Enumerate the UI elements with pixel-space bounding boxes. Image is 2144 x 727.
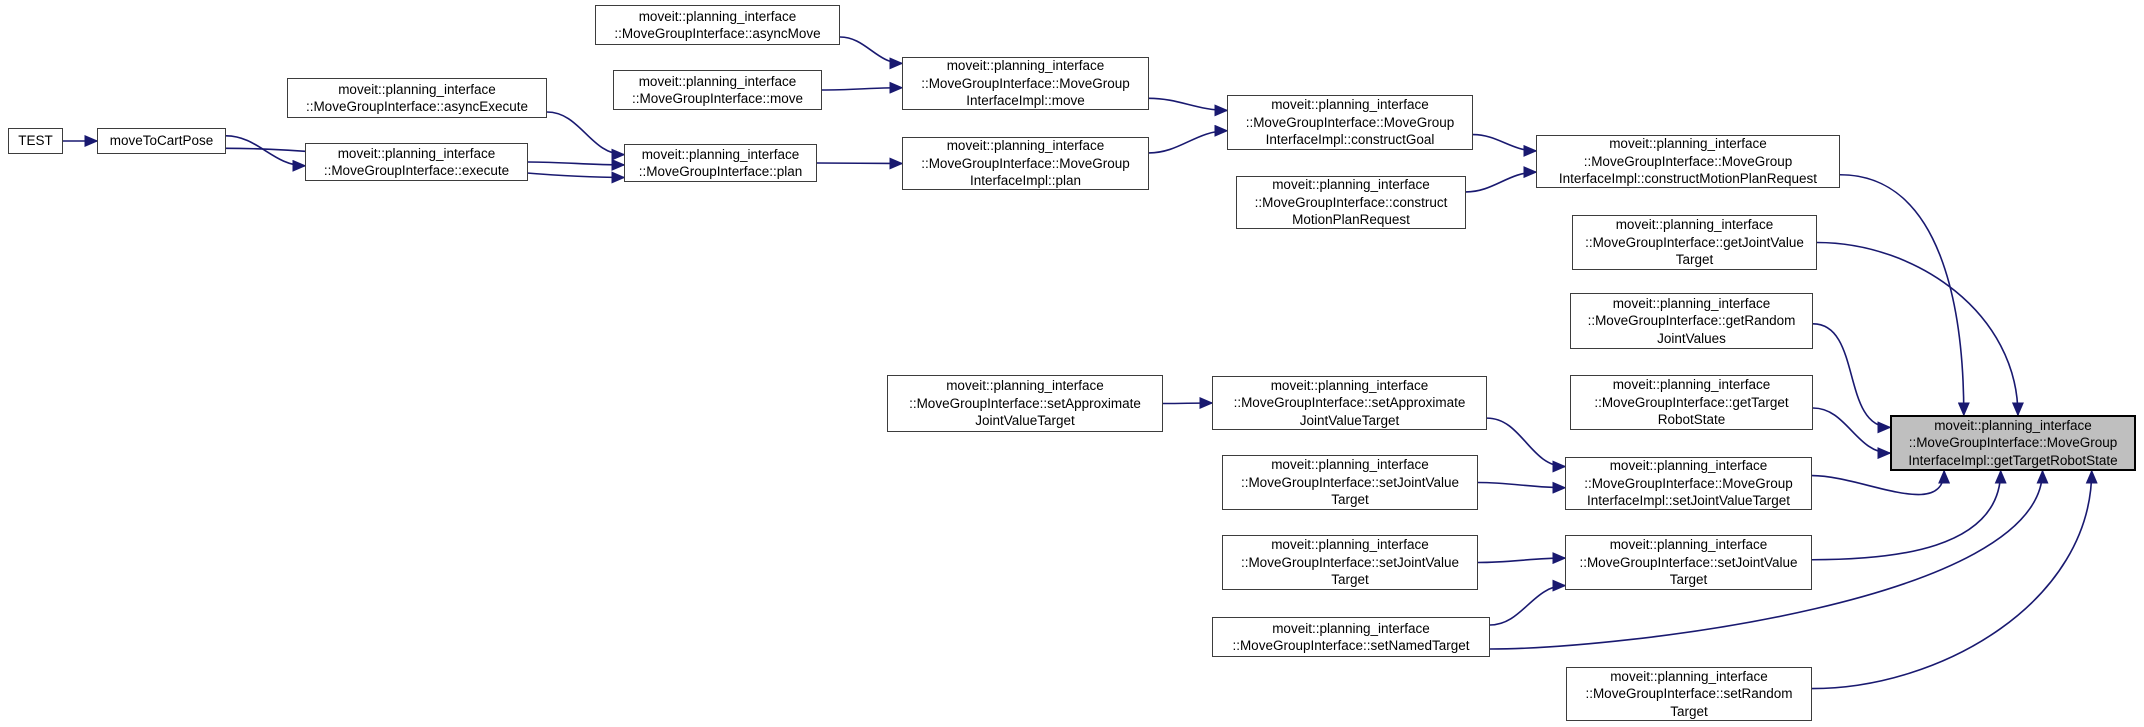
node-label-line: moveit::planning_interface [1270,377,1429,393]
graph-node-getJointValueTarget[interactable] [1572,215,1817,270]
node-label-line: ::MoveGroupInterface::plan [638,164,803,179]
edge-getTargetRobotState-implGetTargetRobotState [1813,408,1890,453]
graph-node-asyncMove[interactable] [595,5,840,45]
graph-node-setApproxJVT_caller[interactable] [887,375,1163,432]
node-label-line: ::MoveGroupInterface::MoveGroup [921,155,1130,171]
node-label-line: moveit::planning_interface [1612,377,1771,393]
node-label-line: InterfaceImpl::move [966,93,1085,109]
edge-setApproxJVT-implSetJVT [1487,418,1565,466]
graph-node-asyncExecute[interactable] [287,78,547,118]
node-label-line: ::MoveGroupInterface::move [631,91,804,106]
edge-execute-plan [528,162,624,165]
edge-constructGoal-implConstructMPR [1473,135,1536,151]
node-label-line: ::MoveGroupInterface::MoveGroup [1583,153,1793,169]
node-label-line: Target [1675,252,1714,268]
node-label-line: ::MoveGroupInterface::MoveGroup [921,75,1130,91]
node-label-line: moveit::planning_interface [1612,295,1771,311]
edge-implMove-constructGoal [1149,98,1227,110]
graph-node-setJVT_c[interactable] [1565,535,1812,590]
edge-constructMPR-implConstructMPR [1466,172,1536,192]
node-label-line: moveit::planning_interface [337,145,496,161]
node-label-line: JointValueTarget [1299,412,1400,428]
node-label-line: ::MoveGroupInterface::setJointValue [1579,554,1798,570]
node-label-line: ::MoveGroupInterface::asyncMove [614,26,821,41]
graph-node-moveToCartPose[interactable] [97,128,226,154]
graph-node-implMove[interactable] [902,57,1149,110]
edge-plan-implPlan [817,163,902,164]
node-label-line: moveit::planning_interface [1609,537,1768,553]
node-label-line: JointValueTarget [975,413,1075,429]
node-label-line: moveit::planning_interface [638,73,797,89]
node-label-line: moveit::planning_interface [1609,136,1767,152]
node-label-line: moveit::planning_interface [1271,97,1429,113]
node-label-line: ::MoveGroupInterface::setNamedTarget [1232,638,1470,653]
node-label-line: ::MoveGroupInterface::setRandom [1585,686,1793,702]
graph-node-setRandomTarget[interactable] [1566,667,1812,721]
node-label-line: moveit::planning_interface [1272,177,1430,193]
node-label-line: Target [1331,492,1369,508]
node-label-line: ::MoveGroupInterface::getRandom [1587,313,1796,329]
node-label-line: ::MoveGroupInterface::setApproximate [1233,395,1466,411]
node-label-line: ::MoveGroupInterface::MoveGroup [1584,475,1793,491]
node-label-line: RobotState [1657,412,1726,428]
node-label-line: moveit::planning_interface [638,8,797,24]
graph-node-implConstructMPR[interactable] [1536,135,1840,188]
edge-implPlan-constructGoal [1149,131,1227,153]
graph-node-getTargetRobotState[interactable] [1570,375,1813,430]
graph-node-execute[interactable] [305,143,528,181]
graph-node-setApproxJVT[interactable] [1212,376,1487,430]
edge-setJVT_a-implSetJVT [1478,483,1565,488]
edge-setApproxJVT_caller-setApproxJVT [1163,403,1212,404]
graph-node-test[interactable] [8,128,63,154]
node-label-line: moveToCartPose [109,133,214,149]
node-label-line: ::MoveGroupInterface::execute [323,163,510,178]
edge-setNamedTarget-setJVT_c [1490,586,1565,625]
graph-node-getRandomJointValues[interactable] [1570,293,1813,349]
graph-node-plan[interactable] [624,144,817,182]
node-label-line: moveit::planning_interface [1271,537,1429,553]
graph-node-implPlan[interactable] [902,137,1149,190]
graph-node-constructGoal[interactable] [1227,95,1473,150]
node-label-line: ::MoveGroupInterface::getJointValue [1585,234,1804,250]
node-label-line: ::MoveGroupInterface::setJointValue [1240,474,1460,490]
graph-node-setNamedTarget[interactable] [1212,617,1490,657]
graph-node-move[interactable] [613,70,822,110]
node-label-line: Target [1669,572,1708,588]
edge-getRandomJointValues-implGetTargetRobotState [1813,324,1890,428]
graph-node-implGetTargetRobotState[interactable] [1890,415,2136,471]
graph-node-setJVT_a[interactable] [1222,455,1478,510]
node-label-line: ::MoveGroupInterface::setApproximate [909,395,1141,411]
edge-implConstructMPR-implGetTargetRobotState [1840,175,1964,415]
node-label-line: moveit::planning_interface [1272,620,1430,636]
edge-getJointValueTarget-implGetTargetRobotState [1817,243,2018,416]
node-label-line: moveit::planning_interface [1271,457,1429,473]
node-label-line: Target [1670,703,1708,719]
node-label-line: ::MoveGroupInterface::MoveGroup [1908,435,2118,451]
edge-setJVT_b-setJVT_c [1478,558,1565,562]
node-label-line: InterfaceImpl::getTargetRobotState [1908,452,2118,468]
node-label-line: moveit::planning_interface [946,58,1105,74]
node-label-line: InterfaceImpl::constructMotionPlanRequest [1558,171,1818,187]
node-label-line: moveit::planning_interface [946,378,1104,394]
node-label-line: ::MoveGroupInterface::construct [1254,194,1448,210]
node-label-line: moveit::planning_interface [1610,668,1768,684]
node-label-line: moveit::planning_interface [946,138,1105,154]
edge-asyncMove-implMove [840,37,902,63]
graph-node-implSetJVT[interactable] [1565,457,1812,510]
node-label-line: JointValues [1657,330,1726,346]
edge-asyncExecute-plan [547,112,624,155]
edge-implSetJVT-implGetTargetRobotState [1812,471,1944,495]
node-label-line: TEST [18,133,53,149]
node-label-line: InterfaceImpl::setJointValueTarget [1586,493,1791,509]
graph-node-setJVT_b[interactable] [1222,535,1478,590]
graph-node-constructMPR[interactable] [1236,176,1466,229]
edge-move-implMove [822,88,902,90]
node-label-line: Target [1331,572,1369,588]
node-label-line: InterfaceImpl::constructGoal [1265,132,1435,148]
node-label-line: moveit::planning_interface [338,81,496,97]
node-label-line: moveit::planning_interface [1615,217,1774,233]
node-label-line: ::MoveGroupInterface::MoveGroup [1245,114,1455,130]
node-label-line: moveit::planning_interface [1934,417,2092,433]
edge-setRandomTarget-implGetTargetRobotState [1812,471,2092,689]
node-label-line: MotionPlanRequest [1292,212,1410,228]
node-label-line: ::MoveGroupInterface::setJointValue [1240,554,1460,570]
node-label-line: ::MoveGroupInterface::getTarget [1594,394,1789,410]
node-label-line: InterfaceImpl::plan [969,173,1082,189]
node-label-line: moveit::planning_interface [1609,458,1768,474]
node-label-line: ::MoveGroupInterface::asyncExecute [305,99,529,114]
edge-setJVT_c-implGetTargetRobotState [1812,471,2001,560]
node-label-line: moveit::planning_interface [641,146,800,162]
